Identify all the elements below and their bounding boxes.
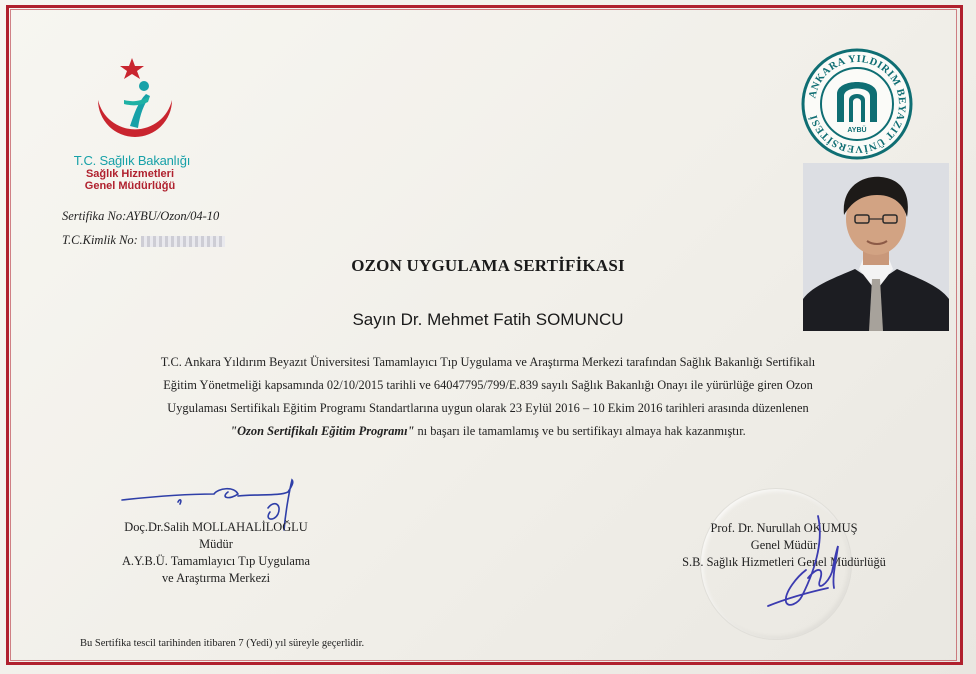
crescent-star-icon: [84, 56, 188, 152]
body-line-2: Eğitim Yönetmeliği kapsamında 02/10/2015 tarihli ve 64047795/799/E.839 sayılı Sağlık Bakanlığı Onayı ile yürürlüğe giren Ozon: [163, 378, 813, 392]
left-signatory-org-2: ve Araştırma Merkezi: [161, 571, 271, 585]
body-line-1: T.C. Ankara Yıldırım Beyazıt Üniversitesi Tamamlayıcı Tıp Uygulama ve Araştırma Merkezi tarafından Sağlık Bakanlığı Sertifikalı: [160, 355, 816, 369]
certificate-title: OZON UYGULAMA SERTİFİKASI: [351, 256, 625, 275]
redacted-id-value: [141, 236, 225, 247]
svg-text:ANKARA YILDIRIM BEYAZIT ÜNİVER: ANKARA YILDIRIM BEYAZIT ÜNİVERSİTESİ: [807, 53, 908, 155]
certificate-number: [62, 209, 219, 224]
ministry-name: T.C. Sağlık Bakanlığı: [73, 153, 191, 168]
certificate-number-value: AYBU/Ozon/04-10: [126, 209, 220, 223]
body-line-3: Uygulaması Sertifikalı Eğitim Programı Standartlarına uygun olarak 23 Eylül 2016 – 10 Ekim 2016 tarihleri arasında düzenlenen: [167, 401, 809, 415]
body-line-4: [90, 420, 886, 443]
left-signatory-name: Doç.Dr.Salih MOLLAHALİLOĞLU: [124, 520, 308, 534]
ministry-logo: [66, 56, 206, 192]
university-seal-icon: [799, 48, 915, 160]
recipient-name: Sayın Dr. Mehmet Fatih SOMUNCU: [352, 310, 624, 329]
left-signatory: [66, 519, 366, 587]
national-id: [62, 233, 225, 248]
certificate-number-label: Sertifika No:: [62, 209, 127, 223]
body-line-4-rest: nı başarı ile tamamlamış ve bu sertifikayı almaya hak kazanmıştır.: [414, 424, 746, 438]
right-signatory-name: Prof. Dr. Nurullah OKUMUŞ: [710, 521, 858, 535]
recipient-photo: [803, 163, 949, 331]
right-signature: [758, 512, 868, 612]
validity-note: Bu Sertifika tescil tarihinden itibaren 7 (Yedi) yıl süreyle geçerlidir.: [80, 638, 365, 649]
ministry-department-line2: Genel Müdürlüğü: [84, 180, 176, 192]
certificate-body: [90, 351, 886, 443]
right-signatory-org: S.B. Sağlık Hizmetleri Genel Müdürlüğü: [682, 555, 886, 569]
right-signatory-role: Genel Müdür: [750, 538, 818, 552]
left-signatory-role: Müdür: [199, 537, 233, 551]
svg-text:AYBÜ: AYBÜ: [847, 127, 867, 134]
program-name: "Ozon Sertifikalı Eğitim Programı": [230, 424, 415, 438]
university-seal-logo: [799, 48, 915, 160]
ministry-department-line1: Sağlık Hizmetleri: [85, 168, 175, 180]
portrait-image: [803, 163, 949, 331]
national-id-label: T.C.Kimlik No:: [62, 233, 138, 247]
left-signatory-org-1: A.Y.B.Ü. Tamamlayıcı Tıp Uygulama: [121, 554, 311, 568]
